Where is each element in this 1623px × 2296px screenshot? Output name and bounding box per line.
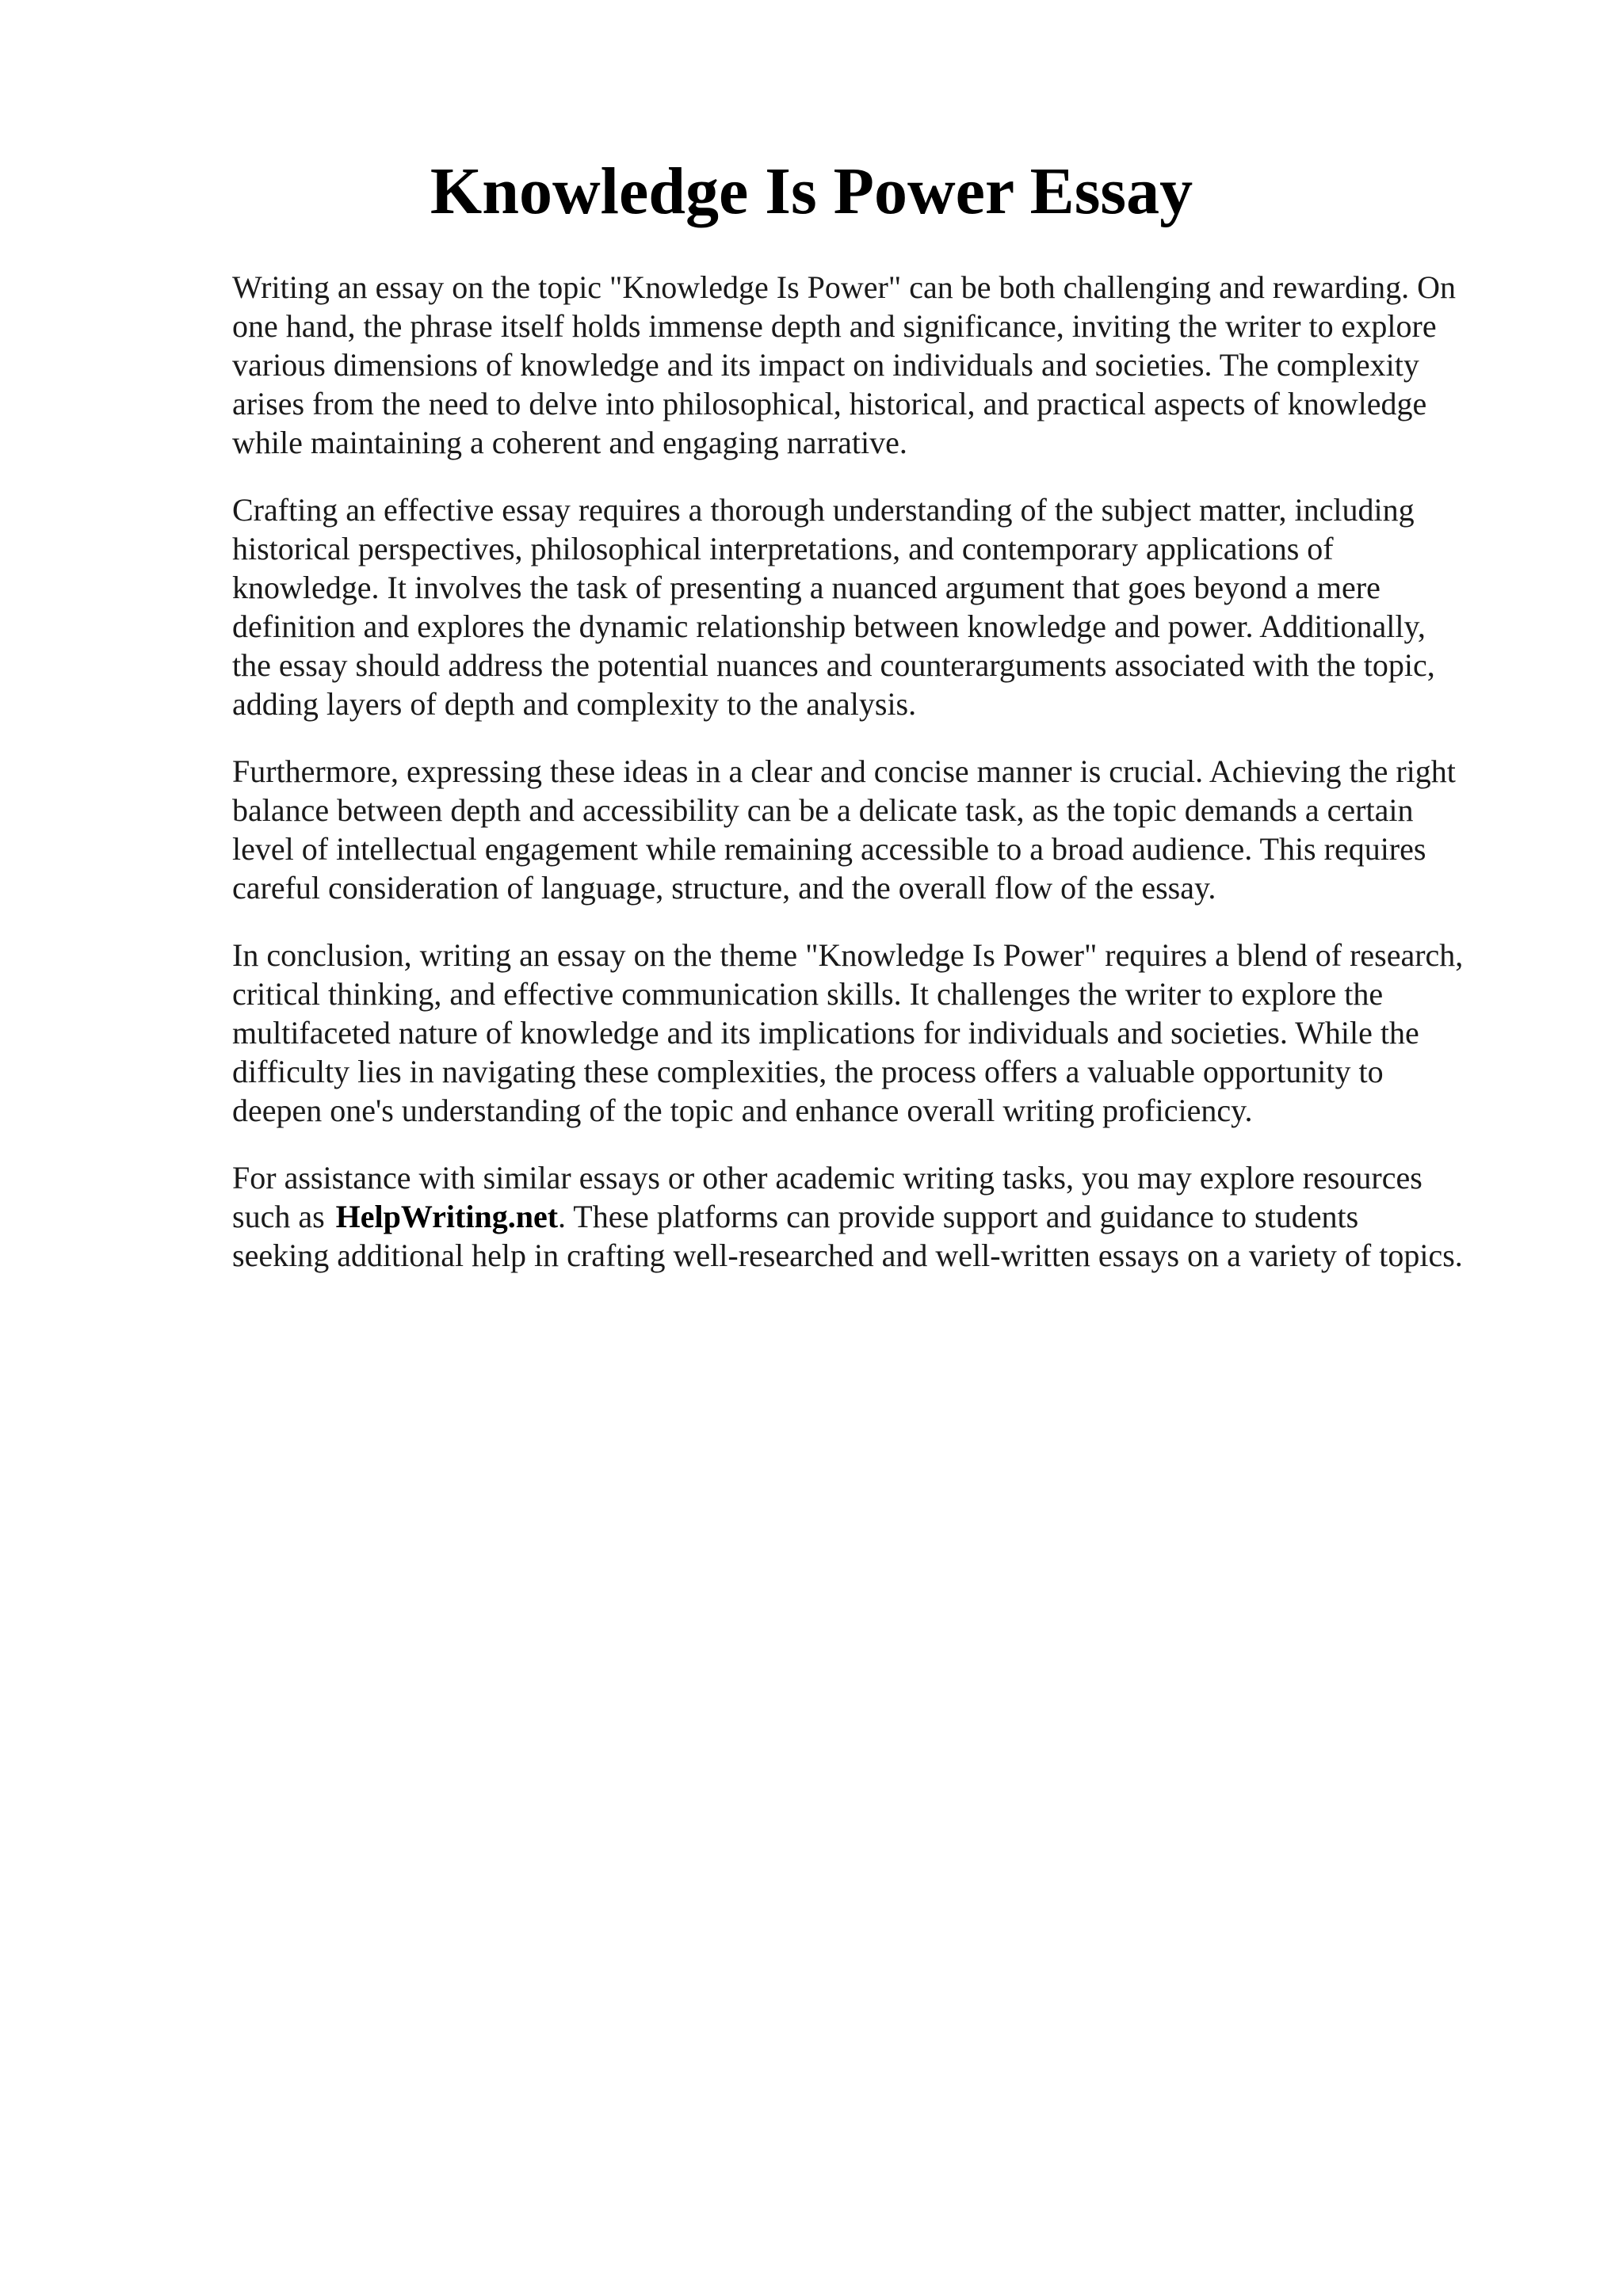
text-line: knowledge. It involves the task of presenting a nuanced argument that goes beyond a mere <box>232 570 1381 605</box>
text-line: level of intellectual engagement while remaining accessible to a broad audience. This requires <box>232 831 1426 867</box>
text-line: difficulty lies in navigating these complexities, the process offers a valuable opportunity to <box>232 1054 1384 1089</box>
text-line: In conclusion, writing an essay on the theme "Knowledge Is Power" requires a blend of research, <box>232 937 1464 973</box>
paragraph-furthermore <box>232 752 1524 907</box>
text-line: Furthermore, expressing these ideas in a clear and concise manner is crucial. Achieving the right <box>232 753 1456 789</box>
text-line: adding layers of depth and complexity to the analysis. <box>232 686 917 722</box>
text-line: careful consideration of language, structure, and the overall flow of the essay. <box>232 870 1216 906</box>
text-line: historical perspectives, philosophical interpretations, and contemporary applications of <box>232 531 1334 566</box>
text-line: seeking additional help in crafting well-researched and well-written essays on a variety of topics. <box>232 1238 1463 1273</box>
paragraph-intro <box>232 268 1524 462</box>
text-fragment: . These platforms can provide support and guidance to students <box>558 1199 1359 1234</box>
helpwriting-link[interactable]: HelpWriting.net <box>335 1199 559 1234</box>
text-line: balance between depth and accessibility can be a delicate task, as the topic demands a certain <box>232 792 1414 828</box>
text-line: Writing an essay on the topic "Knowledge Is Power" can be both challenging and rewarding. On <box>232 269 1456 305</box>
essay-body <box>232 268 1524 1303</box>
text-line: while maintaining a coherent and engaging narrative. <box>232 425 907 460</box>
text-line-with-link <box>232 1197 1524 1236</box>
paragraph-conclusion <box>232 936 1524 1130</box>
text-line: critical thinking, and effective communication skills. It challenges the writer to explore the <box>232 976 1384 1012</box>
text-line: For assistance with similar essays or other academic writing tasks, you may explore resources <box>232 1160 1423 1196</box>
text-line: definition and explores the dynamic relationship between knowledge and power. Additionally, <box>232 608 1426 644</box>
document-title: Knowledge Is Power Essay <box>430 154 1193 228</box>
text-line: Crafting an effective essay requires a thorough understanding of the subject matter, including <box>232 492 1415 528</box>
text-fragment: such as <box>232 1199 325 1234</box>
paragraph-resources <box>232 1158 1524 1275</box>
text-line: multifaceted nature of knowledge and its implications for individuals and societies. While the <box>232 1015 1419 1051</box>
text-line: various dimensions of knowledge and its impact on individuals and societies. The complexity <box>232 347 1419 383</box>
text-line: arises from the need to delve into philosophical, historical, and practical aspects of knowledge <box>232 386 1427 421</box>
text-line: the essay should address the potential nuances and counterarguments associated with the topic, <box>232 647 1435 683</box>
paragraph-crafting <box>232 490 1524 723</box>
text-line: deepen one's understanding of the topic and enhance overall writing proficiency. <box>232 1093 1253 1128</box>
text-line: one hand, the phrase itself holds immense depth and significance, inviting the writer to explore <box>232 308 1437 344</box>
